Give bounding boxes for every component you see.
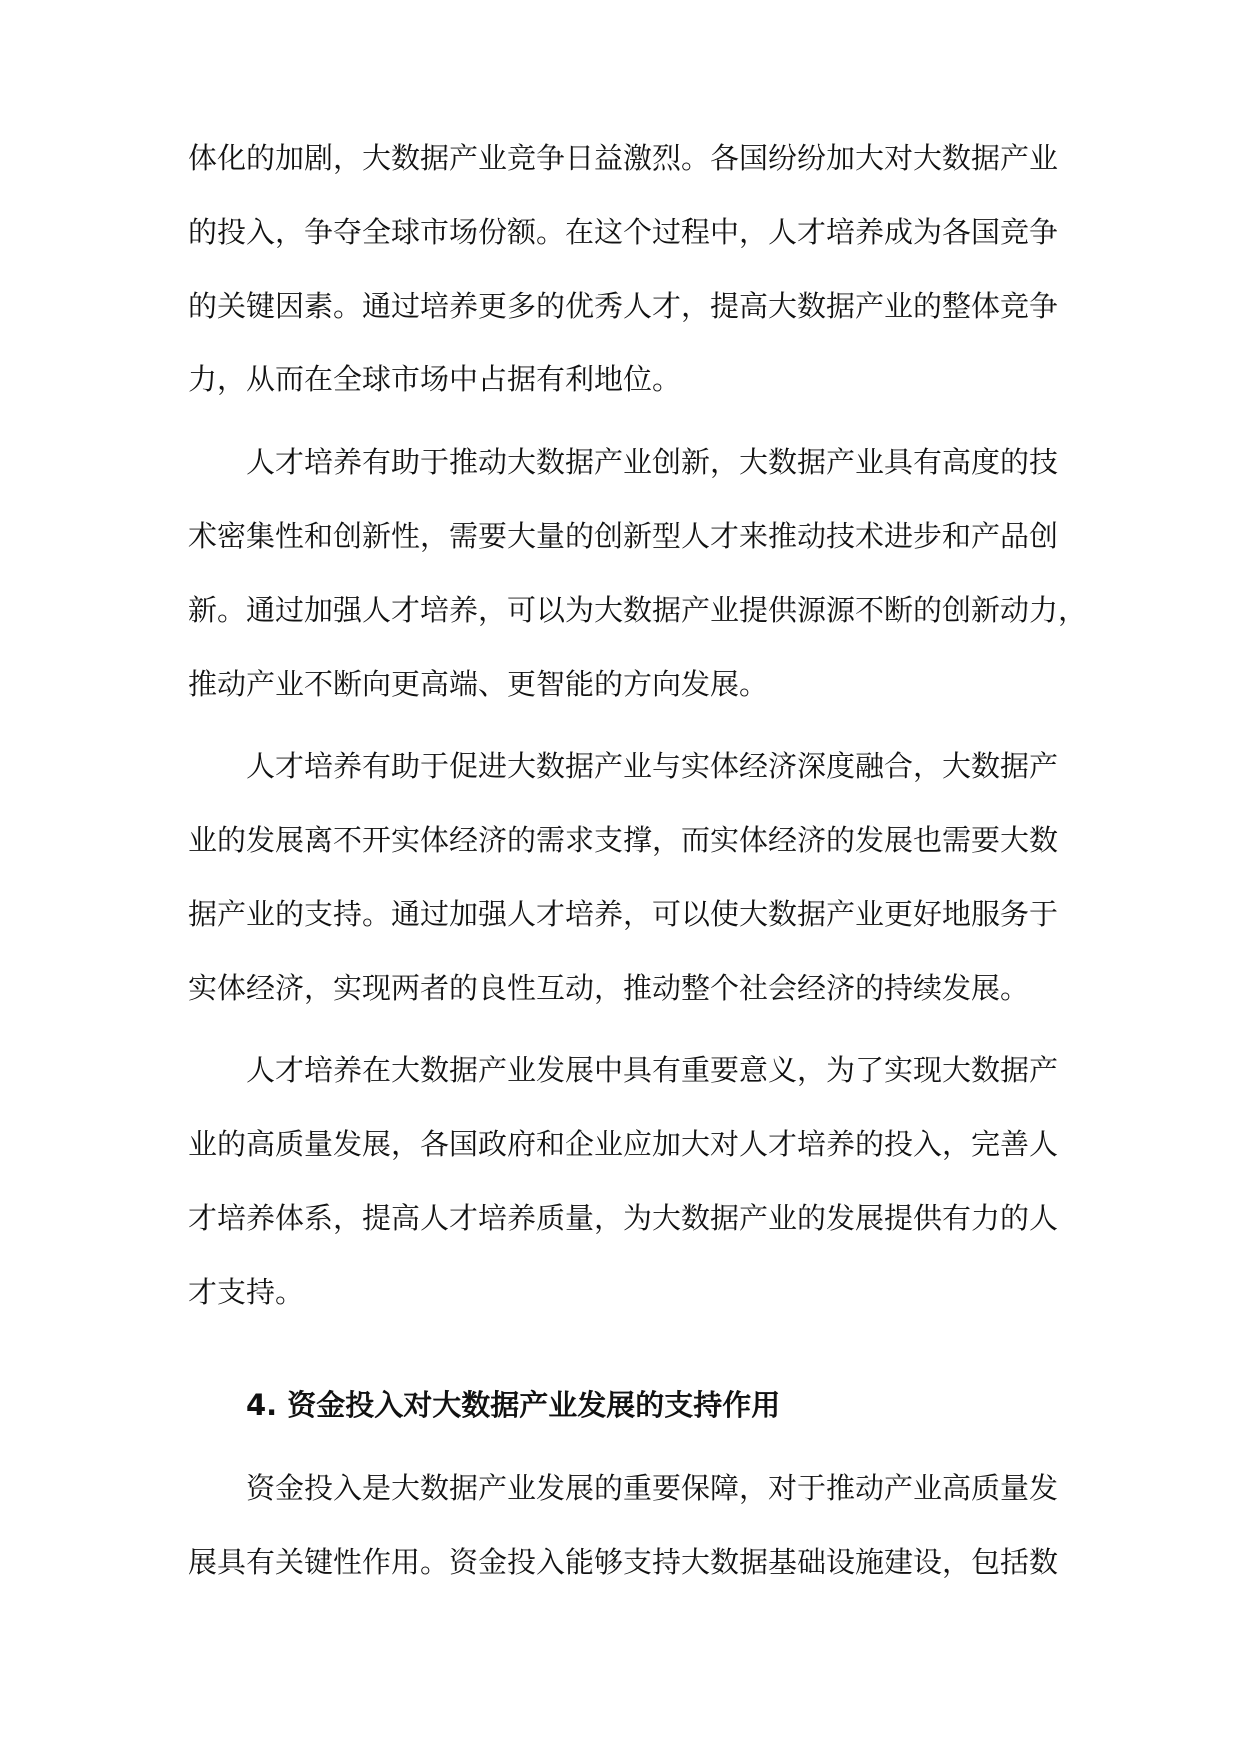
paragraph-2-line-3: 新。通过加强人才培养，可以为大数据产业提供源源不断的创新动力， (188, 593, 1088, 627)
section-paragraph-line-1: 资金投入是大数据产业发展的重要保障，对于推动产业高质量发 (246, 1471, 1059, 1505)
paragraph-1-line-4: 力，从而在全球市场中占据有利地位。 (188, 362, 682, 396)
paragraph-3-line-4: 实体经济，实现两者的良性互动，推动整个社会经济的持续发展。 (188, 971, 1030, 1005)
paragraph-1-line-3: 的关键因素。通过培养更多的优秀人才，提高大数据产业的整体竞争 (188, 289, 1059, 323)
section-heading: 4. 资金投入对大数据产业发展的支持作用 (246, 1388, 781, 1422)
paragraph-4-line-3: 才培养体系，提高人才培养质量，为大数据产业的发展提供有力的人 (188, 1201, 1059, 1235)
paragraph-3-line-1: 人才培养有助于促进大数据产业与实体经济深度融合，大数据产 (246, 749, 1059, 783)
paragraph-3-line-3: 据产业的支持。通过加强人才培养，可以使大数据产业更好地服务于 (188, 897, 1059, 931)
paragraph-3-line-2: 业的发展离不开实体经济的需求支撑，而实体经济的发展也需要大数 (188, 823, 1059, 857)
paragraph-2-line-1: 人才培养有助于推动大数据产业创新，大数据产业具有高度的技 (246, 445, 1059, 479)
paragraph-2-line-4: 推动产业不断向更高端、更智能的方向发展。 (188, 667, 769, 701)
paragraph-2-line-2: 术密集性和创新性，需要大量的创新型人才来推动技术进步和产品创 (188, 519, 1059, 553)
paragraph-1-line-2: 的投入，争夺全球市场份额。在这个过程中，人才培养成为各国竞争 (188, 215, 1059, 249)
paragraph-4-line-4: 才支持。 (188, 1275, 305, 1309)
paragraph-4-line-1: 人才培养在大数据产业发展中具有重要意义，为了实现大数据产 (246, 1053, 1059, 1087)
paragraph-1-line-1: 体化的加剧，大数据产业竞争日益激烈。各国纷纷加大对大数据产业 (188, 141, 1059, 175)
paragraph-4-line-2: 业的高质量发展，各国政府和企业应加大对人才培养的投入，完善人 (188, 1127, 1059, 1161)
section-paragraph-line-2: 展具有关键性作用。资金投入能够支持大数据基础设施建设，包括数 (188, 1545, 1059, 1579)
